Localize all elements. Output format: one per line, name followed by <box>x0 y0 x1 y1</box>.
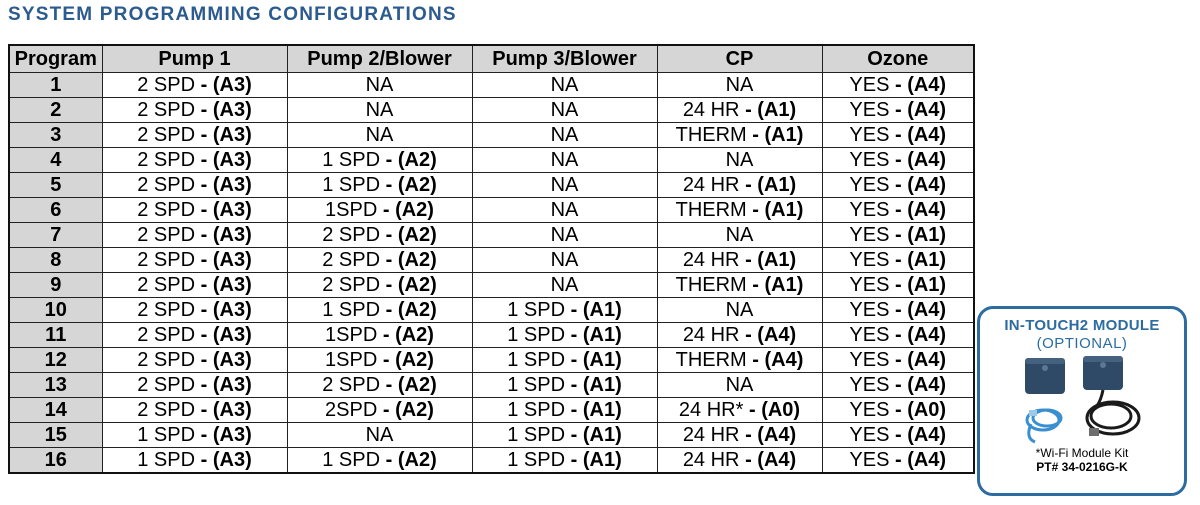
cell-pump-3-blower: NA <box>472 98 657 123</box>
cell-cp: NA <box>657 73 822 98</box>
cell-cp: 24 HR - (A4) <box>657 448 822 474</box>
cell-pump-2-blower: 1 SPD - (A2) <box>287 298 472 323</box>
cell-pump-3-blower: 1 SPD - (A1) <box>472 423 657 448</box>
cell-program: 6 <box>9 198 102 223</box>
cell-program: 10 <box>9 298 102 323</box>
cell-program: 5 <box>9 173 102 198</box>
cell-pump-1: 2 SPD - (A3) <box>102 323 287 348</box>
module-subtitle: (OPTIONAL) <box>1036 335 1128 352</box>
cell-cp: 24 HR - (A1) <box>657 173 822 198</box>
cell-program: 11 <box>9 323 102 348</box>
cell-cp: THERM - (A1) <box>657 123 822 148</box>
cell-pump-1: 2 SPD - (A3) <box>102 123 287 148</box>
cell-pump-2-blower: 2 SPD - (A2) <box>287 223 472 248</box>
cell-program: 14 <box>9 398 102 423</box>
cell-ozone: YES - (A1) <box>822 273 974 298</box>
cell-ozone: YES - (A4) <box>822 423 974 448</box>
cell-ozone: YES - (A4) <box>822 198 974 223</box>
cell-pump-3-blower: 1 SPD - (A1) <box>472 323 657 348</box>
cell-ozone: YES - (A4) <box>822 148 974 173</box>
cell-pump-2-blower: NA <box>287 123 472 148</box>
cell-ozone: YES - (A4) <box>822 98 974 123</box>
cell-pump-3-blower: NA <box>472 173 657 198</box>
cell-ozone: YES - (A1) <box>822 223 974 248</box>
cell-pump-1: 2 SPD - (A3) <box>102 248 287 273</box>
cell-pump-1: 2 SPD - (A3) <box>102 73 287 98</box>
cell-ozone: YES - (A4) <box>822 173 974 198</box>
cell-program: 15 <box>9 423 102 448</box>
cell-cp: NA <box>657 148 822 173</box>
wifi-module-kit-image <box>1017 354 1147 446</box>
table-row <box>9 448 974 474</box>
cell-pump-3-blower: 1 SPD - (A1) <box>472 398 657 423</box>
table-row <box>9 223 974 248</box>
cell-program: 8 <box>9 248 102 273</box>
cell-pump-2-blower: 2 SPD - (A2) <box>287 273 472 298</box>
cell-pump-1: 1 SPD - (A3) <box>102 448 287 474</box>
cell-ozone: YES - (A4) <box>822 348 974 373</box>
cell-ozone: YES - (A4) <box>822 73 974 98</box>
table-row <box>9 248 974 273</box>
cell-pump-1: 2 SPD - (A3) <box>102 223 287 248</box>
cell-pump-2-blower: 1 SPD - (A2) <box>287 448 472 474</box>
cell-pump-1: 2 SPD - (A3) <box>102 398 287 423</box>
table-row <box>9 123 974 148</box>
cell-pump-1: 2 SPD - (A3) <box>102 273 287 298</box>
cell-cp: 24 HR - (A1) <box>657 248 822 273</box>
cell-cp: 24 HR - (A4) <box>657 323 822 348</box>
table-row <box>9 348 974 373</box>
cell-program: 16 <box>9 448 102 474</box>
cell-cp: NA <box>657 298 822 323</box>
header-cp: CP <box>657 45 822 73</box>
cell-pump-1: 2 SPD - (A3) <box>102 298 287 323</box>
cell-cp: NA <box>657 373 822 398</box>
configuration-table <box>8 44 975 474</box>
cell-cp: THERM - (A1) <box>657 198 822 223</box>
cell-cp: 24 HR - (A1) <box>657 98 822 123</box>
cell-ozone: YES - (A4) <box>822 298 974 323</box>
cell-pump-1: 2 SPD - (A3) <box>102 98 287 123</box>
cell-pump-3-blower: 1 SPD - (A1) <box>472 448 657 474</box>
table-header-row <box>9 45 974 73</box>
cell-cp: NA <box>657 223 822 248</box>
table-row <box>9 73 974 98</box>
black-cable-icon <box>1087 390 1139 434</box>
cell-pump-1: 2 SPD - (A3) <box>102 148 287 173</box>
cell-pump-3-blower: NA <box>472 248 657 273</box>
cell-cp: THERM - (A1) <box>657 273 822 298</box>
cell-program: 1 <box>9 73 102 98</box>
cell-pump-2-blower: 1SPD - (A2) <box>287 323 472 348</box>
cell-program: 13 <box>9 373 102 398</box>
cell-program: 7 <box>9 223 102 248</box>
module-part-number: PT# 34-0216G-K <box>1036 460 1128 474</box>
cell-ozone: YES - (A4) <box>822 448 974 474</box>
cell-cp: 24 HR* - (A0) <box>657 398 822 423</box>
cell-pump-2-blower: 1 SPD - (A2) <box>287 148 472 173</box>
header-program: Program <box>9 45 102 73</box>
cell-pump-2-blower: 2 SPD - (A2) <box>287 373 472 398</box>
cell-pump-1: 2 SPD - (A3) <box>102 198 287 223</box>
cell-pump-3-blower: NA <box>472 223 657 248</box>
table-row <box>9 298 974 323</box>
cell-ozone: YES - (A4) <box>822 373 974 398</box>
cell-pump-1: 2 SPD - (A3) <box>102 173 287 198</box>
cell-program: 2 <box>9 98 102 123</box>
cell-pump-3-blower: 1 SPD - (A1) <box>472 373 657 398</box>
cell-pump-1: 2 SPD - (A3) <box>102 373 287 398</box>
cell-ozone: YES - (A4) <box>822 323 974 348</box>
cell-cp: 24 HR - (A4) <box>657 423 822 448</box>
header-pump-3-blower: Pump 3/Blower <box>472 45 657 73</box>
cell-pump-2-blower: 2 SPD - (A2) <box>287 248 472 273</box>
cell-pump-3-blower: NA <box>472 198 657 223</box>
cell-program: 3 <box>9 123 102 148</box>
cell-pump-3-blower: NA <box>472 73 657 98</box>
cell-pump-2-blower: 2SPD - (A2) <box>287 398 472 423</box>
table-row <box>9 373 974 398</box>
table-row <box>9 323 974 348</box>
cell-program: 9 <box>9 273 102 298</box>
cell-ozone: YES - (A4) <box>822 123 974 148</box>
cell-pump-3-blower: 1 SPD - (A1) <box>472 348 657 373</box>
cell-ozone: YES - (A1) <box>822 248 974 273</box>
module-title: IN-TOUCH2 MODULE <box>1004 317 1160 334</box>
header-pump-1: Pump 1 <box>102 45 287 73</box>
module-kit-label: *Wi-Fi Module Kit <box>1035 446 1129 460</box>
cell-pump-2-blower: NA <box>287 423 472 448</box>
cell-pump-3-blower: NA <box>472 273 657 298</box>
cell-pump-2-blower: 1SPD - (A2) <box>287 348 472 373</box>
in-touch2-module-box <box>977 306 1187 496</box>
cell-program: 4 <box>9 148 102 173</box>
table-row <box>9 148 974 173</box>
cell-pump-3-blower: NA <box>472 148 657 173</box>
cell-pump-3-blower: NA <box>472 123 657 148</box>
cell-pump-1: 2 SPD - (A3) <box>102 348 287 373</box>
header-ozone: Ozone <box>822 45 974 73</box>
cell-pump-3-blower: 1 SPD - (A1) <box>472 298 657 323</box>
cell-ozone: YES - (A0) <box>822 398 974 423</box>
header-pump-2-blower: Pump 2/Blower <box>287 45 472 73</box>
table-row <box>9 198 974 223</box>
table-row <box>9 423 974 448</box>
table-row <box>9 98 974 123</box>
cell-pump-2-blower: NA <box>287 98 472 123</box>
cell-pump-1: 1 SPD - (A3) <box>102 423 287 448</box>
page-title: SYSTEM PROGRAMMING CONFIGURATIONS <box>8 4 457 25</box>
cell-pump-2-blower: 1 SPD - (A2) <box>287 173 472 198</box>
cell-pump-2-blower: 1SPD - (A2) <box>287 198 472 223</box>
cell-pump-2-blower: NA <box>287 73 472 98</box>
table-row <box>9 273 974 298</box>
cell-cp: THERM - (A4) <box>657 348 822 373</box>
table-row <box>9 173 974 198</box>
cell-program: 12 <box>9 348 102 373</box>
table-row <box>9 398 974 423</box>
